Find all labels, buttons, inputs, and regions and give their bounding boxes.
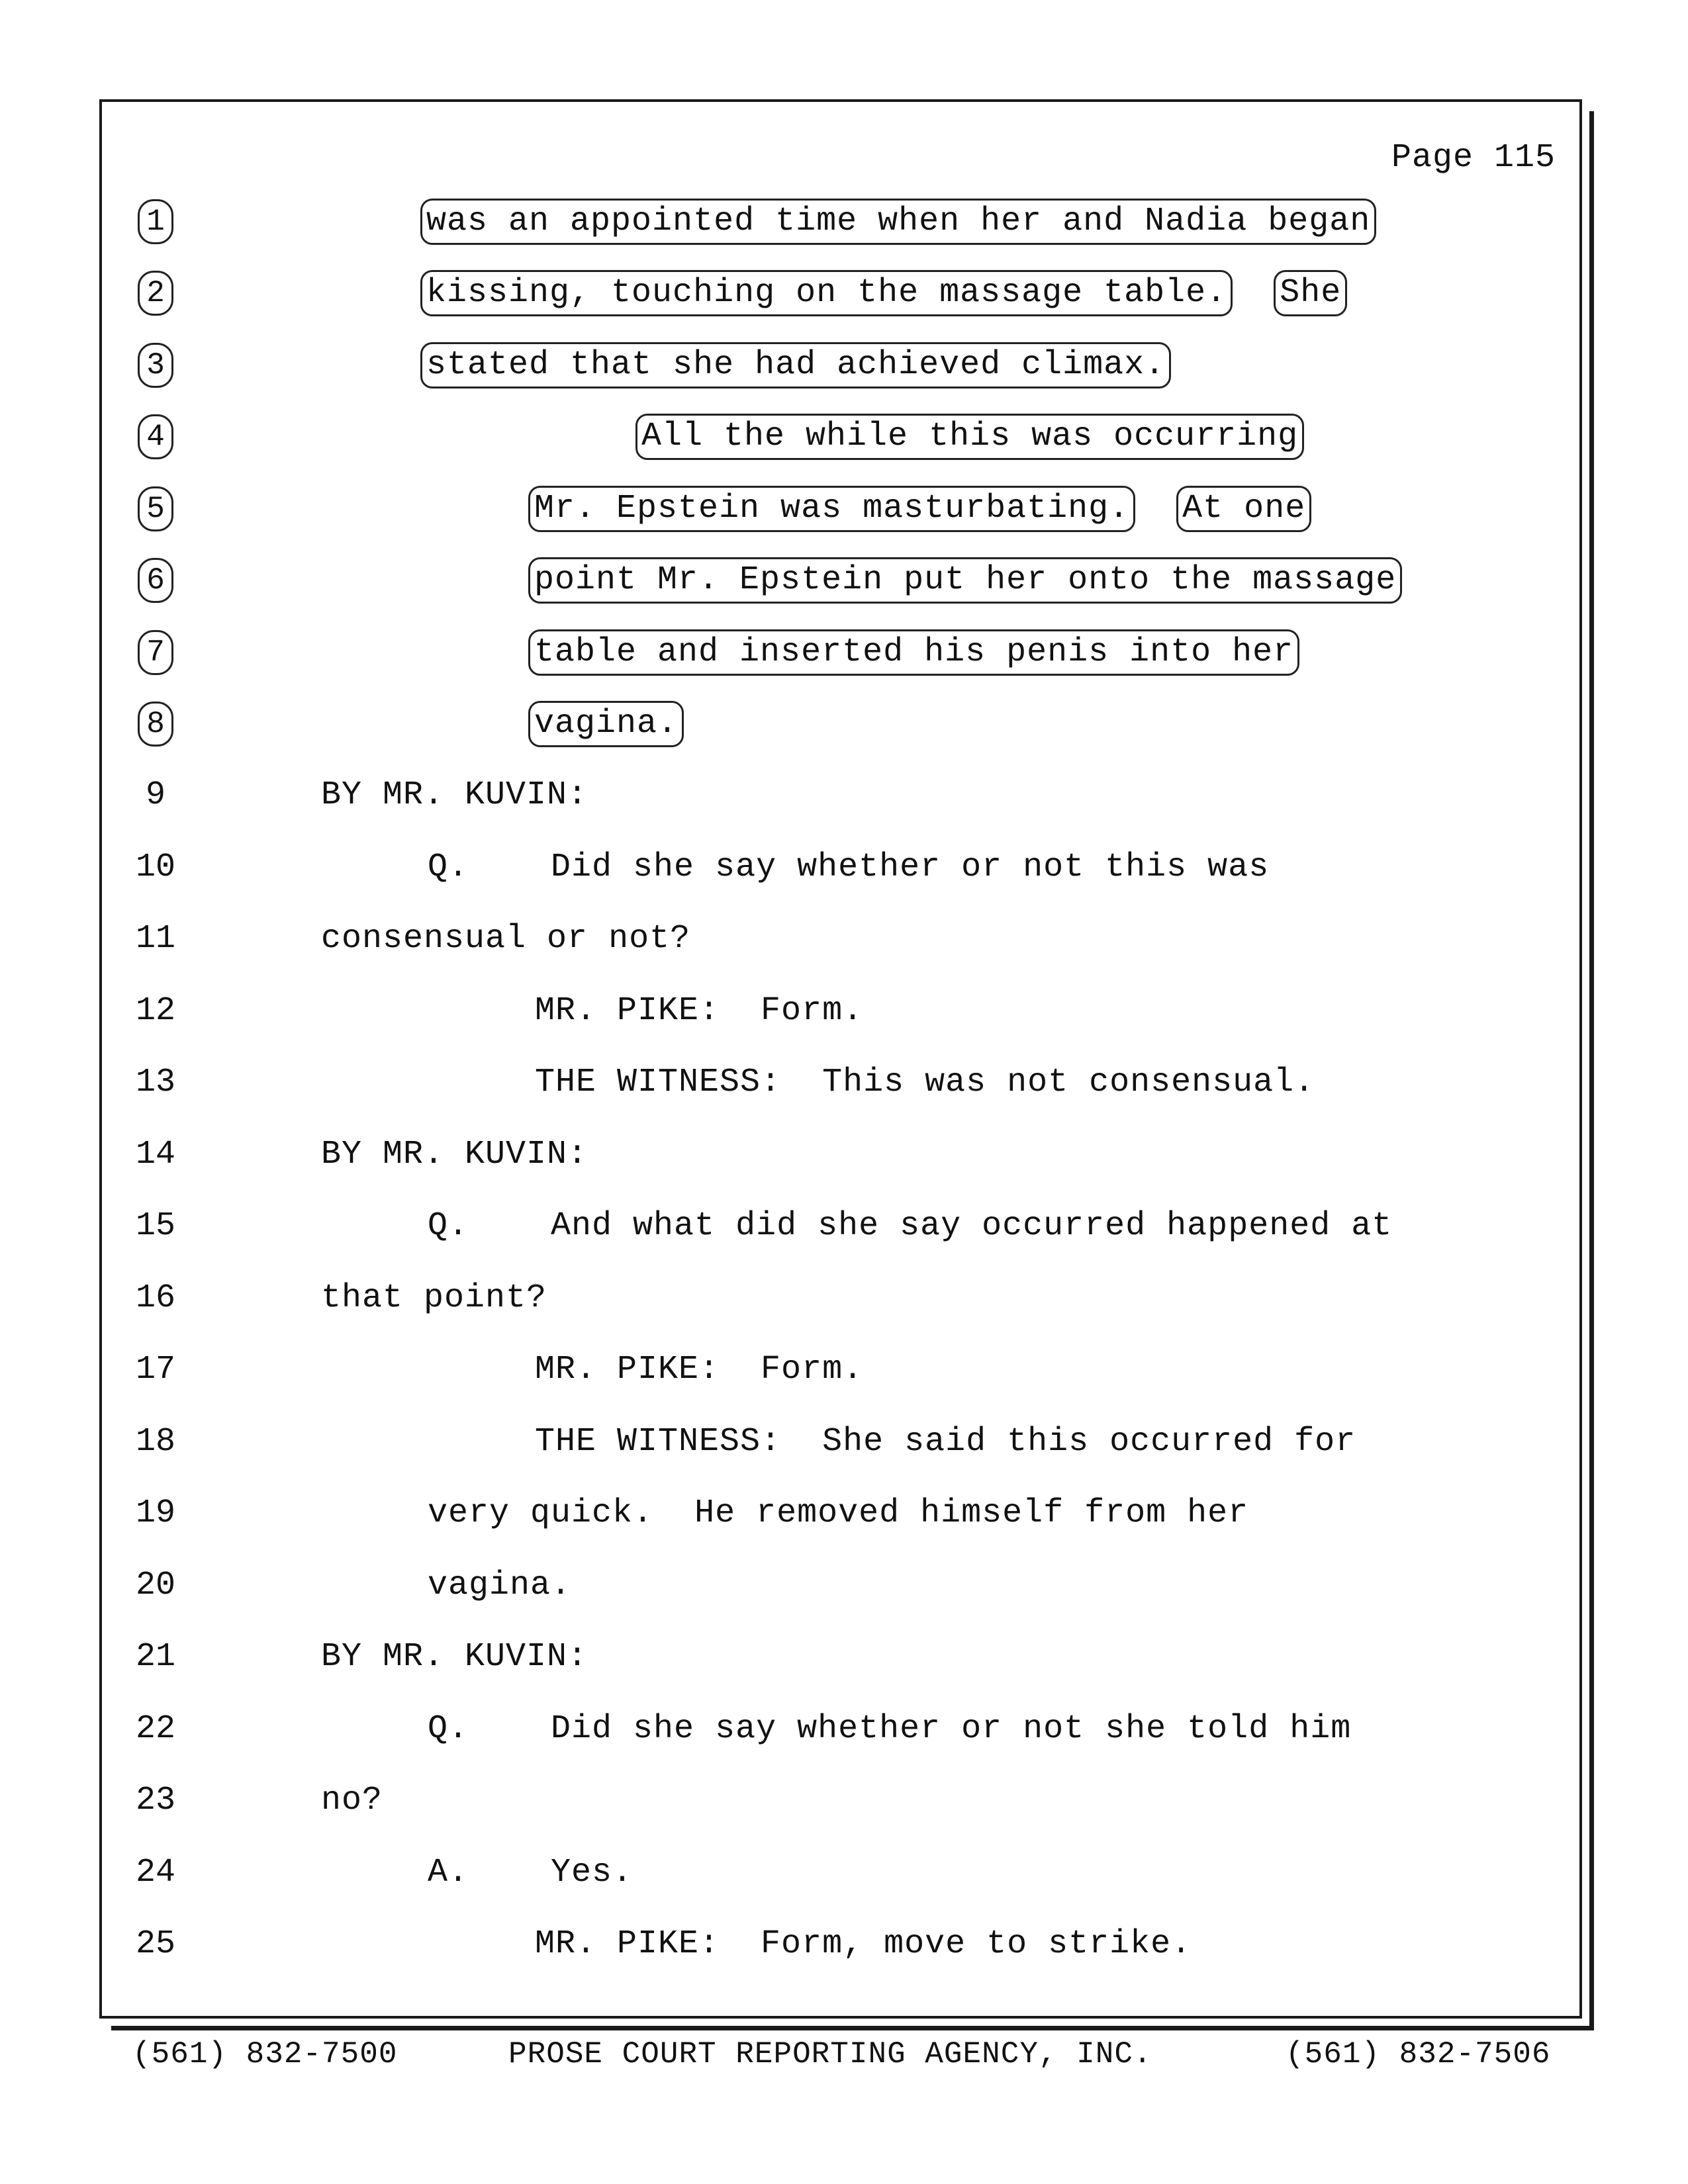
line-text: Q. And what did she say occurred happened at [428,1207,1393,1245]
line-number: 19 [135,1494,175,1532]
line-text: MR. PIKE: Form, move to strike. [535,1925,1192,1963]
transcript-line [0,1128,1688,1181]
line-text: BY MR. KUVIN: [321,1638,588,1676]
line-text [528,554,1402,607]
line-number: 15 [135,1207,175,1245]
line-number: 3 [126,339,185,392]
transcript-line [0,410,1688,463]
line-text: Q. Did she say whether or not she told him [428,1710,1352,1748]
line-text [635,410,1304,463]
line-text: Q. Did she say whether or not this was [428,848,1270,886]
highlight-box: Mr. Epstein was masturbating. [528,486,1135,532]
transcript-line [0,841,1688,894]
line-text: vagina. [428,1567,572,1604]
highlight-box: table and inserted his penis into her [528,629,1299,676]
line-number: 25 [135,1925,175,1963]
line-number: 23 [135,1782,175,1819]
line-number: 12 [135,992,175,1030]
line-text [528,482,1311,535]
transcript-line [0,1487,1688,1540]
line-number: 4 [126,410,185,463]
highlight-box: She [1274,270,1347,316]
line-number: 8 [126,698,185,751]
transcript-line [0,267,1688,320]
transcript-line [0,1056,1688,1109]
line-text [528,626,1299,679]
line-text: BY MR. KUVIN: [321,776,588,814]
highlight-box: vagina. [528,701,684,747]
line-number: 22 [135,1710,175,1748]
highlight-box: All the while this was occurring [635,414,1304,460]
transcript-line [0,482,1688,535]
line-number: 14 [135,1136,175,1173]
line-number: 17 [135,1351,175,1388]
transcript-line [0,913,1688,966]
line-number: 7 [126,626,185,679]
transcript-line [0,626,1688,679]
page-number: Page 115 [1391,139,1556,177]
line-number: 10 [135,848,175,886]
line-number: 9 [145,776,165,814]
line-number: 6 [126,554,185,607]
line-text: MR. PIKE: Form. [535,992,864,1030]
highlight-box: stated that she had achieved climax. [420,342,1171,388]
line-text: BY MR. KUVIN: [321,1136,588,1173]
transcript-line [0,769,1688,822]
line-number: 11 [135,920,175,958]
line-number: 5 [126,482,185,535]
highlight-box: point Mr. Epstein put her onto the massage [528,557,1402,604]
footer-phone-left: (561) 832-7500 [132,2037,398,2071]
line-text: consensual or not? [321,920,691,958]
highlight-box: kissing, touching on the massage table. [420,270,1233,316]
line-text: no? [321,1782,383,1819]
transcript-line [0,1918,1688,1971]
transcript-line [0,1631,1688,1684]
transcript-line [0,1272,1688,1325]
line-text: THE WITNESS: This was not consensual. [535,1064,1315,1101]
transcript-line [0,1200,1688,1253]
line-number: 18 [135,1423,175,1461]
transcript-line [0,339,1688,392]
line-text: THE WITNESS: She said this occurred for [535,1423,1356,1461]
line-text: that point? [321,1279,547,1317]
transcript-line [0,1416,1688,1469]
transcript-line [0,985,1688,1038]
transcript-line [0,195,1688,248]
footer-phone-right: (561) 832-7506 [1286,2037,1551,2071]
line-number: 20 [135,1567,175,1604]
transcript-line [0,554,1688,607]
line-number: 24 [135,1854,175,1891]
transcript-line [0,1703,1688,1756]
line-number: 1 [126,195,185,248]
line-text [528,698,684,751]
line-number: 16 [135,1279,175,1317]
transcript-line [0,1343,1688,1396]
line-text [420,339,1171,392]
transcript-line [0,698,1688,751]
line-number: 2 [126,267,185,320]
line-number: 13 [135,1064,175,1101]
line-text [420,267,1347,320]
highlight-box: was an appointed time when her and Nadia began [420,199,1376,245]
footer-agency: PROSE COURT REPORTING AGENCY, INC. [508,2037,1152,2071]
transcript-line [0,1559,1688,1612]
line-text: MR. PIKE: Form. [535,1351,864,1388]
highlight-box: At one [1176,486,1311,532]
line-text: very quick. He removed himself from her [428,1494,1249,1532]
line-number: 21 [135,1638,175,1676]
transcript-line [0,1846,1688,1899]
line-text: A. Yes. [428,1854,633,1891]
line-text [420,195,1376,248]
transcript-line [0,1774,1688,1827]
